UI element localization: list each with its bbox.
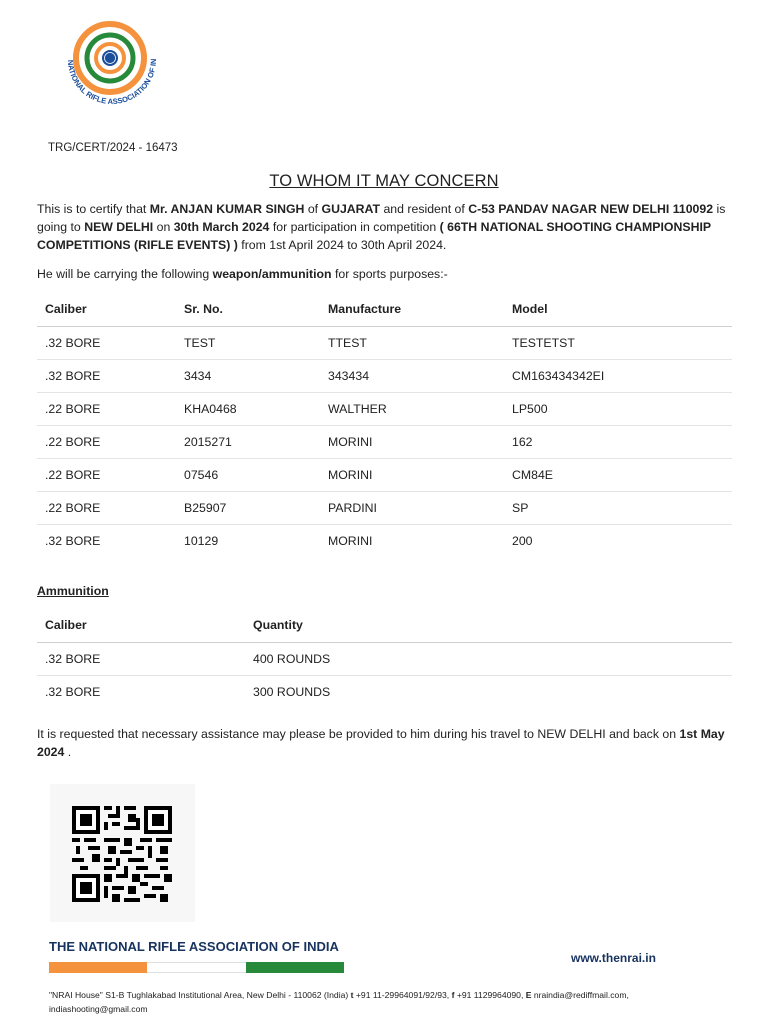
destination: NEW DELHI — [84, 220, 154, 234]
return-date: 1st May 2024 — [37, 727, 725, 759]
nrai-logo — [54, 20, 170, 120]
table-row — [37, 525, 732, 558]
serial-cell: 10129 — [184, 534, 219, 548]
quantity-cell: 400 ROUNDS — [245, 643, 732, 676]
table-header-row — [37, 292, 732, 327]
manufacture-cell: TTEST — [320, 327, 504, 360]
table-row — [37, 676, 732, 709]
ammunition-table — [37, 608, 732, 708]
serial-cell: KHA0468 — [176, 393, 320, 426]
manufacture-cell: MORINI — [320, 426, 504, 459]
manufacture-cell: MORINI — [320, 459, 504, 492]
flag-bar-green — [246, 962, 344, 973]
model-cell: 162 — [504, 426, 732, 459]
page-title: TO WHOM IT MAY CONCERN — [269, 172, 499, 190]
qr-code — [50, 784, 195, 922]
footer-address: "NRAI House" S1-B Tughlakabad Institutional Area, New Delhi - 110062 (India) t +91 11-29964091/92/93, f +91 1129964090, E nraindia@rediffmail.com, indiashooting@gmail.com — [49, 990, 629, 1014]
column-header: Caliber — [37, 608, 245, 643]
organization-name: THE NATIONAL RIFLE ASSOCIATION OF INDIA — [49, 939, 339, 954]
caliber-cell: .32 BORE — [37, 360, 176, 393]
qr-code-icon — [72, 806, 172, 902]
flag-bar-saffron — [49, 962, 147, 973]
travel-date: 30th March 2024 — [173, 220, 270, 234]
table-row — [37, 360, 732, 393]
model-cell: CM84E — [504, 459, 732, 492]
caliber-cell: .32 BORE — [37, 643, 245, 676]
column-header: Caliber — [37, 292, 176, 327]
flag-bar-white — [147, 962, 246, 973]
manufacture-cell: 343434 — [320, 360, 504, 393]
website-link[interactable]: www.thenrai.in — [571, 951, 656, 965]
table-header-row — [37, 608, 732, 643]
caliber-cell: .32 BORE — [37, 327, 176, 360]
column-header: Model — [504, 292, 732, 327]
weapons-table — [37, 292, 732, 557]
model-cell: 200 — [512, 534, 533, 548]
certificate-reference: TRG/CERT/2024 - 16473 — [48, 142, 178, 154]
competition-name: ( 66TH NATIONAL SHOOTING CHAMPIONSHIP COMPETITIONS (RIFLE EVENTS) ) — [37, 220, 711, 252]
state: GUJARAT — [321, 202, 381, 216]
manufacture-cell: PARDINI — [320, 492, 504, 525]
table-row — [37, 426, 732, 459]
carrying-paragraph: He will be carrying the following weapon/ammunition for sports purposes:- — [37, 267, 448, 281]
caliber-cell: .32 BORE — [45, 534, 101, 548]
serial-cell: 2015271 — [176, 426, 320, 459]
table-row — [37, 492, 732, 525]
caliber-cell: .22 BORE — [37, 459, 176, 492]
logo-ring-text: NATIONAL RIFLE ASSOCIATION OF IN — [65, 58, 159, 107]
table-row — [37, 643, 732, 676]
model-cell: LP500 — [504, 393, 732, 426]
model-cell: SP — [504, 492, 732, 525]
serial-cell: 07546 — [176, 459, 320, 492]
manufacture-cell: MORINI — [328, 534, 373, 548]
caliber-cell: .22 BORE — [37, 492, 176, 525]
column-header: Manufacture — [320, 292, 504, 327]
manufacture-cell: WALTHER — [320, 393, 504, 426]
request-paragraph: It is requested that necessary assistance may please be provided to him during his travel to NEW DELHI and back on 1st May 2024 . — [37, 727, 725, 759]
ammunition-section-label: Ammunition — [37, 584, 109, 598]
caliber-cell: .22 BORE — [37, 426, 176, 459]
quantity-cell: 300 ROUNDS — [253, 685, 331, 699]
serial-cell: TEST — [176, 327, 320, 360]
table-row — [37, 459, 732, 492]
serial-cell: 3434 — [176, 360, 320, 393]
column-header: Sr. No. — [176, 292, 320, 327]
model-cell: CM163434342EI — [504, 360, 732, 393]
serial-cell: B25907 — [176, 492, 320, 525]
certification-paragraph: This is to certify that Mr. ANJAN KUMAR SINGH of GUJARAT and resident of C-53 PANDAV NAGAR NEW DELHI 110092 is going to NEW DELHI on 30th March 2024 for participation in competition ( 66TH NATIONAL SHOOTING CHAMPIONSHIP COMPETITIONS (RIFLE EVENTS) ) from 1st April 2024 to 30th April 2024. — [37, 202, 726, 252]
table-row — [37, 327, 732, 360]
table-row — [37, 393, 732, 426]
person-name: Mr. ANJAN KUMAR SINGH — [149, 202, 305, 216]
address: C-53 PANDAV NAGAR NEW DELHI 110092 — [468, 202, 714, 216]
column-header: Quantity — [245, 608, 732, 643]
caliber-cell: .32 BORE — [45, 685, 101, 699]
model-cell: TESTETST — [504, 327, 732, 360]
caliber-cell: .22 BORE — [37, 393, 176, 426]
